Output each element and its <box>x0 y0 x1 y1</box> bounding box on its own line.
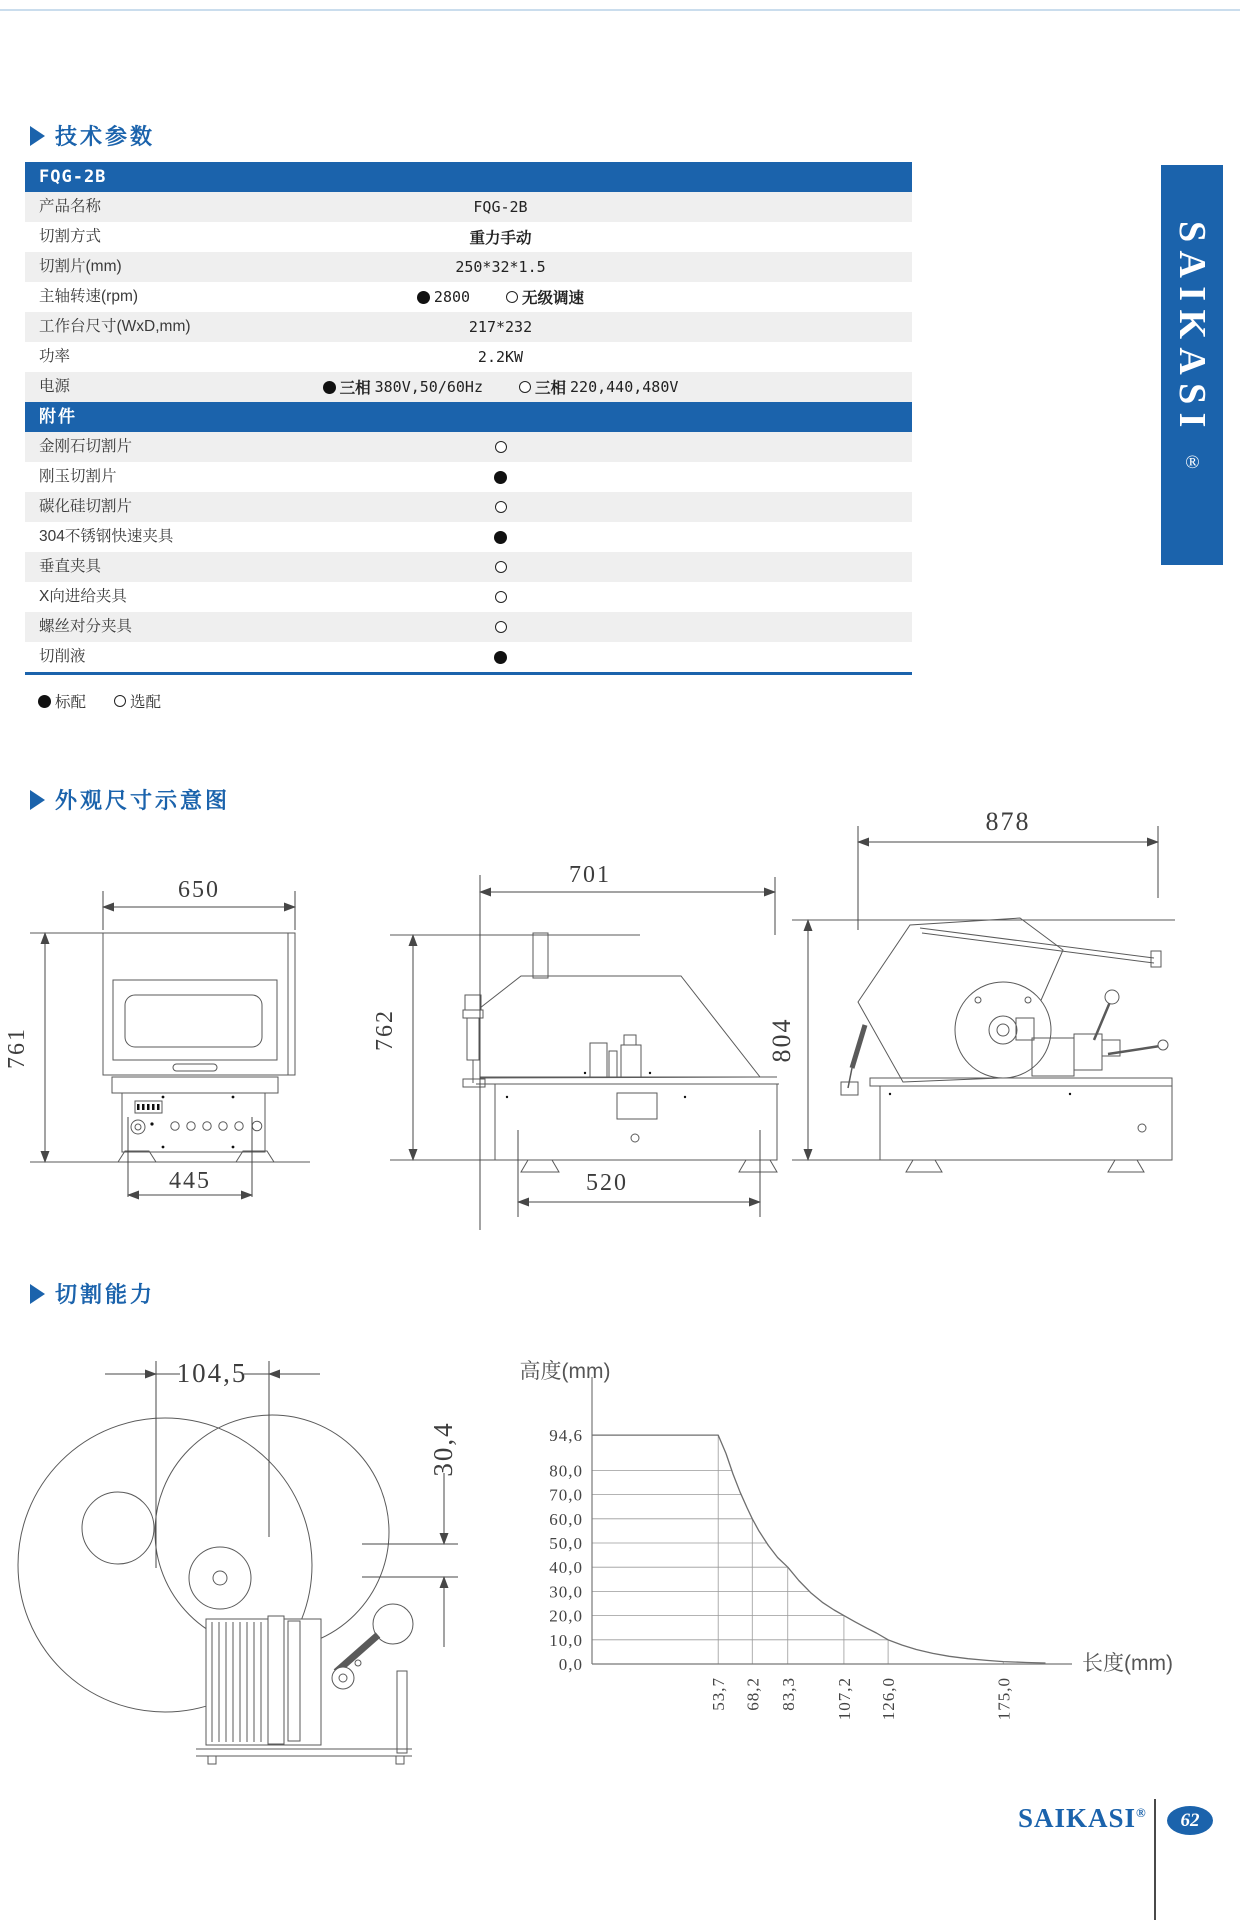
row-label: 碳化硅切割片 <box>39 498 133 515</box>
x-tick-label: 175,0 <box>994 1677 1014 1721</box>
footer-brand-text: SAIKASI <box>1018 1803 1137 1833</box>
row-marker <box>57 612 944 642</box>
dim-label-height: 804 <box>767 1017 796 1063</box>
hollow-marker-icon <box>519 381 531 393</box>
table-row <box>25 342 912 372</box>
row-label: 刚玉切割片 <box>39 468 117 485</box>
x-tick-label: 107,2 <box>834 1677 854 1721</box>
option-text: 2800 <box>433 288 471 306</box>
row-label: 产品名称 <box>39 198 102 215</box>
hollow-marker-icon <box>506 291 518 303</box>
table-row <box>25 282 912 312</box>
registered-mark-icon: ® <box>1136 1805 1147 1820</box>
y-tick-label: 40,0 <box>549 1558 583 1578</box>
capacity-diagram <box>10 1325 465 1773</box>
side-brand-text: SAIKASI <box>1171 221 1213 436</box>
row-label: 切割方式 <box>39 228 102 245</box>
row-label: 螺丝对分夹具 <box>39 618 133 635</box>
option-text: 380V,50/60Hz <box>374 378 483 396</box>
section-title-specs <box>30 120 155 151</box>
section-marker-icon <box>30 1284 45 1304</box>
x-axis-title: 长度(mm) <box>1082 1652 1173 1675</box>
table-row <box>25 312 912 342</box>
x-tick-label: 68,2 <box>743 1677 763 1711</box>
y-tick-label: 30,0 <box>549 1582 583 1602</box>
footer-brand <box>1018 1803 1147 1834</box>
hollow-marker-icon <box>495 621 507 633</box>
dim-label-base: 520 <box>586 1170 628 1196</box>
hollow-marker-icon <box>495 561 507 573</box>
row-value <box>57 252 944 282</box>
row-marker <box>57 522 944 552</box>
filled-marker-icon <box>494 531 507 544</box>
y-tick-label: 70,0 <box>549 1485 583 1505</box>
section-title-capacity <box>30 1278 155 1309</box>
row-marker <box>57 492 944 522</box>
filled-marker-icon <box>417 291 430 304</box>
x-tick-label: 83,3 <box>778 1677 798 1711</box>
value-text: 250*32*1.5 <box>455 258 546 276</box>
dim-label-width: 701 <box>569 862 611 888</box>
option-item <box>323 376 483 398</box>
section-marker-icon <box>30 126 45 146</box>
y-tick-label: 60,0 <box>549 1509 583 1529</box>
capacity-height-label: 30,4 <box>428 1421 458 1477</box>
y-tick-label: 0,0 <box>558 1655 583 1674</box>
front-view-drawing <box>0 845 335 1245</box>
hollow-marker-icon <box>495 441 507 453</box>
row-marker <box>57 552 944 582</box>
value-text: 2.2KW <box>477 348 524 366</box>
marker-legend <box>38 690 161 712</box>
value-text: FQG-2B <box>473 198 528 216</box>
table-row <box>25 462 912 492</box>
footer-divider <box>1154 1799 1156 1920</box>
row-marker <box>57 432 944 462</box>
dim-label-width: 650 <box>178 877 220 903</box>
accessory-rows-container <box>25 432 912 672</box>
section-title-text: 技术参数 <box>55 124 156 149</box>
dim-label-height: 762 <box>372 1009 398 1051</box>
filled-marker-icon <box>323 381 336 394</box>
row-label: 主轴转速(rpm) <box>39 288 139 305</box>
table-row <box>25 552 912 582</box>
row-label: X向进给夹具 <box>39 588 127 605</box>
table-row <box>25 492 912 522</box>
legend-item <box>114 690 161 712</box>
row-label: 电源 <box>39 378 71 395</box>
open-view-drawing <box>767 788 1195 1192</box>
row-value <box>57 312 944 342</box>
row-label: 金刚石切割片 <box>39 438 133 455</box>
capacity-width-label: 104,5 <box>176 1358 248 1388</box>
filled-marker-icon <box>38 695 51 708</box>
y-tick-label: 94,6 <box>549 1426 583 1446</box>
capacity-chart <box>440 1355 1190 1725</box>
row-value <box>57 222 944 252</box>
section-title-text: 外观尺寸示意图 <box>55 788 231 813</box>
table-row <box>25 372 912 402</box>
capacity-curve <box>592 1435 1046 1663</box>
option-bold-text: 无级调速 <box>522 290 585 307</box>
value-text: 217*232 <box>468 318 533 336</box>
filled-marker-icon <box>494 471 507 484</box>
table-row <box>25 222 912 252</box>
x-tick-label: 53,7 <box>709 1677 729 1711</box>
row-value <box>57 192 944 222</box>
value-text: 重力手动 <box>469 230 532 247</box>
param-rows-container <box>25 192 912 402</box>
page-number-badge: 62 <box>1167 1806 1213 1835</box>
row-marker <box>57 582 944 612</box>
hollow-marker-icon <box>495 591 507 603</box>
option-item <box>506 286 584 308</box>
spec-table <box>25 162 912 675</box>
row-marker <box>57 642 944 672</box>
y-tick-label: 50,0 <box>549 1534 583 1553</box>
option-bold-text: 三相 <box>535 380 567 397</box>
top-rule <box>0 9 1240 11</box>
dim-label-height: 761 <box>4 1027 30 1069</box>
table-row <box>25 432 912 462</box>
option-item <box>417 288 470 306</box>
y-tick-label: 80,0 <box>549 1461 583 1481</box>
option-text: 220,440,480V <box>570 378 679 396</box>
option-bold-text: 三相 <box>339 380 371 397</box>
table-header-accessories: 附件 <box>25 402 912 432</box>
section-title-dimensions <box>30 784 230 815</box>
row-label: 垂直夹具 <box>39 558 102 575</box>
hollow-marker-icon <box>114 695 126 707</box>
dim-label-base: 445 <box>169 1168 211 1194</box>
row-label: 工作台尺寸(WxD,mm) <box>39 318 191 335</box>
side-brand-banner <box>1161 165 1223 565</box>
side-view-drawing <box>345 845 790 1245</box>
row-label: 切削液 <box>39 648 86 665</box>
table-row <box>25 612 912 642</box>
table-row <box>25 252 912 282</box>
y-axis-title: 高度(mm) <box>519 1360 611 1383</box>
row-marker <box>57 462 944 492</box>
section-title-text: 切割能力 <box>55 1282 156 1307</box>
row-value <box>57 342 944 372</box>
option-item <box>519 376 678 398</box>
row-label: 304不锈钢快速夹具 <box>39 528 174 545</box>
table-row <box>25 582 912 612</box>
table-row <box>25 642 912 672</box>
row-label: 切割片(mm) <box>39 258 122 275</box>
legend-label: 选配 <box>130 694 162 711</box>
section-marker-icon <box>30 790 45 810</box>
table-header-model: FQG-2B <box>25 162 912 192</box>
filled-marker-icon <box>494 651 507 664</box>
row-label: 功率 <box>39 348 71 365</box>
y-tick-label: 20,0 <box>549 1606 583 1626</box>
table-row <box>25 522 912 552</box>
row-value <box>57 282 944 312</box>
hollow-marker-icon <box>495 501 507 513</box>
x-tick-label: 126,0 <box>879 1677 899 1721</box>
row-value <box>57 372 944 402</box>
y-tick-label: 10,0 <box>549 1630 583 1650</box>
legend-item <box>38 690 86 712</box>
table-row <box>25 192 912 222</box>
legend-label: 标配 <box>55 694 87 711</box>
dim-label-width: 878 <box>985 807 1031 836</box>
registered-mark-icon: ® <box>1182 451 1203 473</box>
